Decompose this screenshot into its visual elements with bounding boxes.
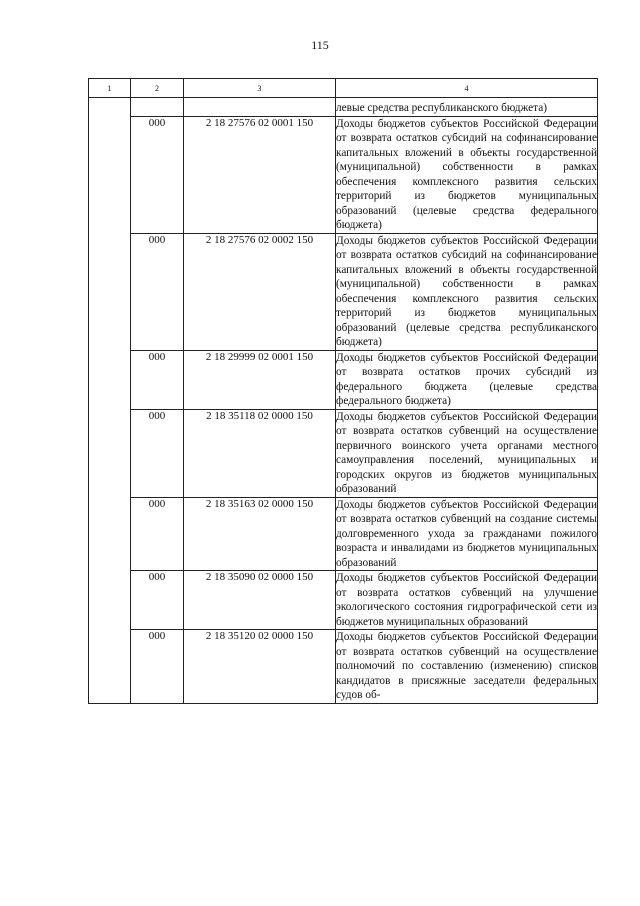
table-row (89, 350, 598, 409)
table-row (89, 497, 598, 571)
row-kbk: 2 18 35118 02 0000 150 (184, 409, 336, 497)
row-description: Доходы бюджетов субъектов Российской Федерации от возврата остатков субвенций на осуществление полномочий по составлению (изменению) списков кандидатов в присяжные заседатели федеральных судов об- (336, 631, 597, 701)
row-code: 000 (131, 116, 184, 233)
row-description: Доходы бюджетов субъектов Российской Федерации от возврата остатков субвенций на осуществление первичного воинского учета органами местного самоуправления поселений, муниципальных и городских округов из бюджетов муниципальных образований (336, 410, 597, 495)
row-code: 000 (131, 571, 184, 630)
row-description: Доходы бюджетов субъектов Российской Федерации от возврата остатков субвенций на создание системы долговременного ухода за гражданами пожилого возраста и инвалидами из бюджетов муниципальных образований (336, 498, 597, 569)
row-description: левые средства республиканского бюджета) (336, 98, 598, 117)
row-code: 000 (131, 409, 184, 497)
row-code (131, 98, 184, 117)
row-kbk (184, 98, 336, 117)
row-kbk: 2 18 35163 02 0000 150 (184, 497, 336, 571)
table-row (89, 233, 598, 350)
table-row (89, 630, 598, 704)
row-description: Доходы бюджетов субъектов Российской Федерации от возврата остатков прочих субсидий из федерального бюджета (целевые средства федерального бюджета) (336, 351, 597, 407)
row-description: Доходы бюджетов субъектов Российской Федерации от возврата остатков субсидий на софинансирование капитальных вложений в объекты государственной (муниципальной) собственности в рамках обеспечения комплексного развития сельских территорий из бюджетов муниципальных образований (целевые средства федерального бюджета) (336, 117, 597, 231)
row-code: 000 (131, 497, 184, 571)
header-col-4: 4 (336, 79, 598, 98)
row-kbk: 2 18 27576 02 0001 150 (184, 116, 336, 233)
page-number: 115 (311, 38, 329, 52)
header-col-1: 1 (89, 79, 131, 98)
row-code: 000 (131, 233, 184, 350)
row-description: Доходы бюджетов субъектов Российской Федерации от возврата остатков субсидий на софинансирование капитальных вложений в объекты государственной (муниципальной) собственности в рамках обеспечения комплексного развития сельских территорий из бюджетов муниципальных образований (целевые средства республиканского бюджета) (336, 234, 597, 348)
header-col-2: 2 (131, 79, 184, 98)
empty-col-1 (89, 98, 131, 704)
row-code: 000 (131, 350, 184, 409)
header-col-3: 3 (184, 79, 336, 98)
row-kbk: 2 18 35090 02 0000 150 (184, 571, 336, 630)
row-kbk: 2 18 29999 02 0001 150 (184, 350, 336, 409)
revenue-codes-table (88, 78, 598, 704)
table-row (89, 116, 598, 233)
table-header-row (89, 79, 598, 98)
table-row (89, 571, 598, 630)
table-row (89, 409, 598, 497)
table-row-continuation (89, 98, 598, 117)
row-kbk: 2 18 27576 02 0002 150 (184, 233, 336, 350)
row-code: 000 (131, 630, 184, 704)
row-kbk: 2 18 35120 02 0000 150 (184, 630, 336, 704)
row-description: Доходы бюджетов субъектов Российской Федерации от возврата остатков субвенций на улучшение экологического состояния гидрографической сети из бюджетов муниципальных образований (336, 572, 597, 628)
